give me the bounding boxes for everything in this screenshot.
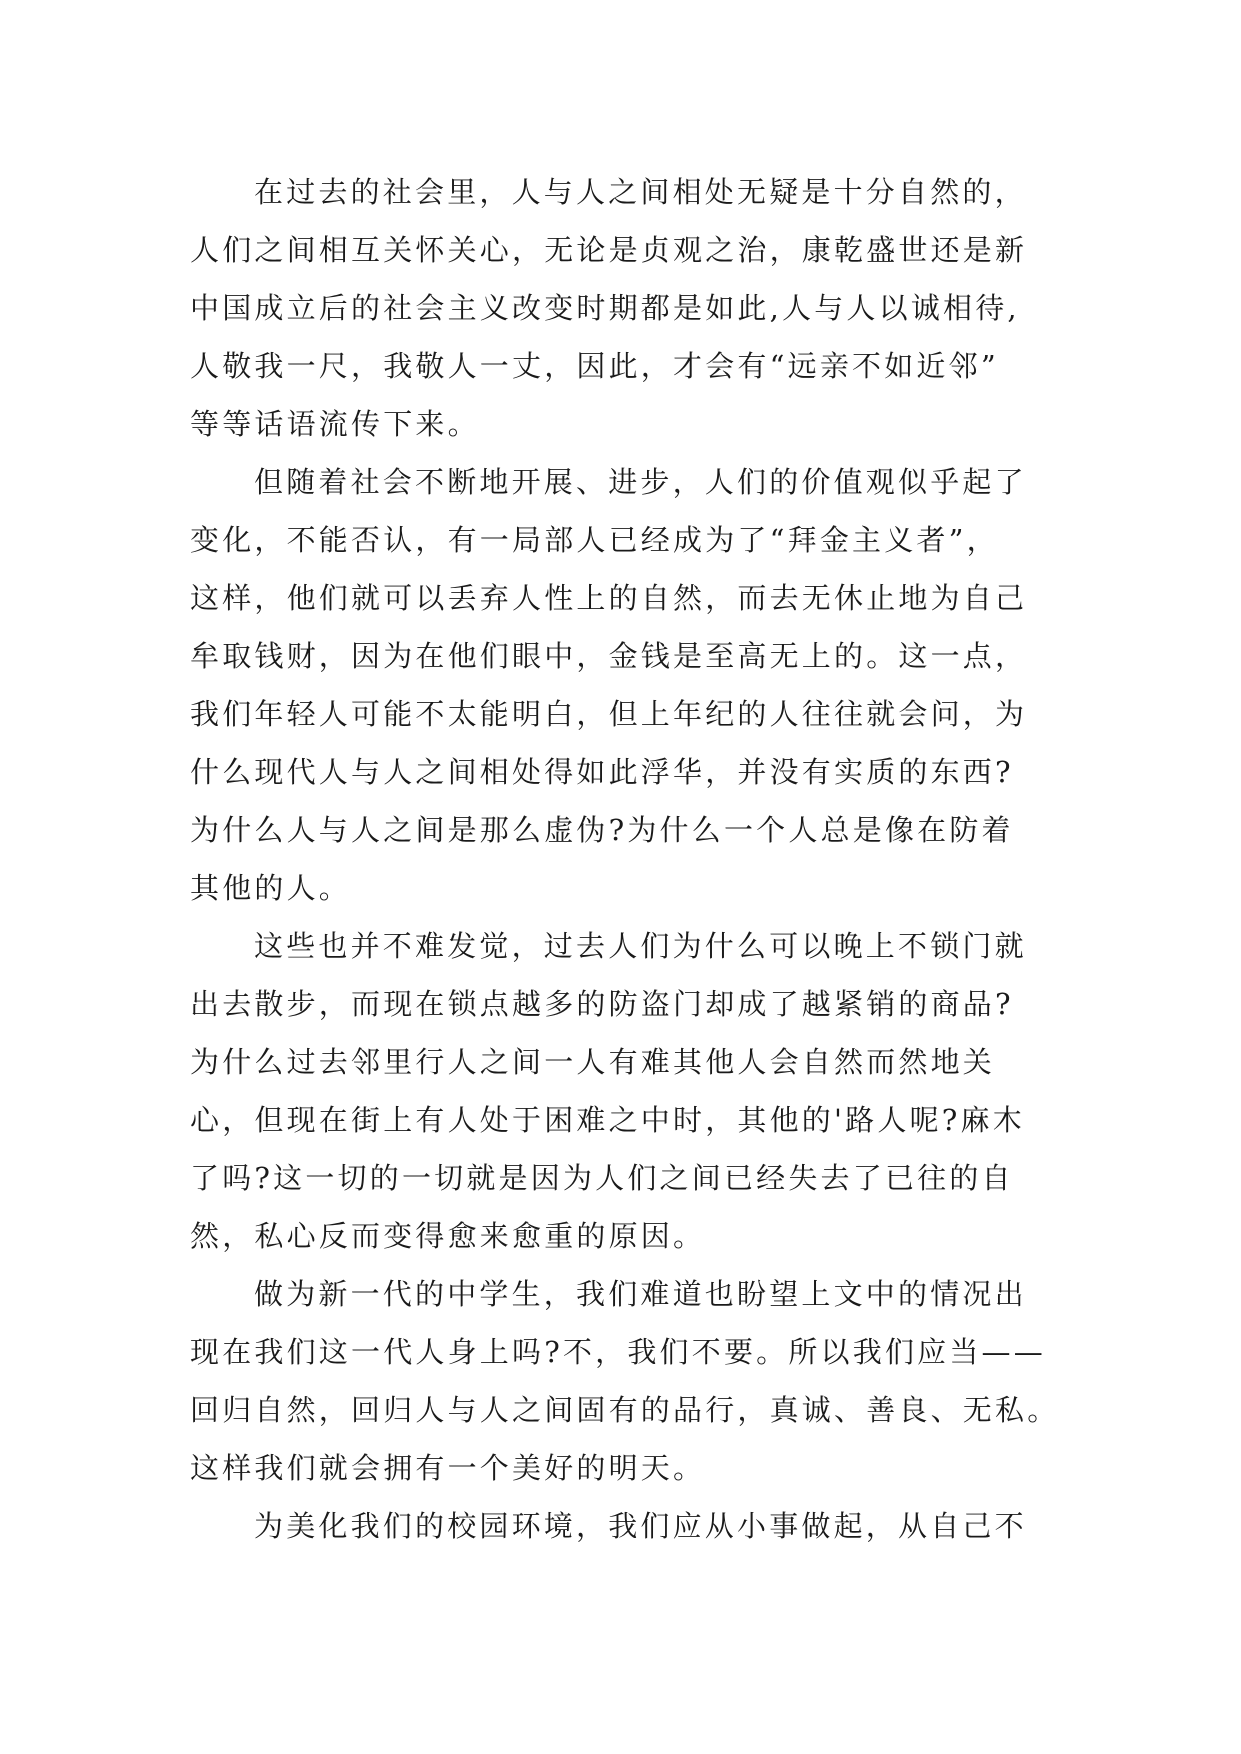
text-line: 人敬我一尺，我敬人一丈，因此，才会有“远亲不如近邻”: [190, 349, 999, 383]
text-line: 出去散步，而现在锁点越多的防盗门却成了越紧销的商品?: [190, 987, 1014, 1021]
text-line: 人们之间相互关怀关心，无论是贞观之治，康乾盛世还是新: [190, 233, 1028, 267]
paragraph-1: [190, 163, 1070, 453]
text-line: 我们年轻人可能不太能明白，但上年纪的人往往就会问，为: [190, 697, 1028, 731]
text-line: 然，私心反而变得愈来愈重的原因。: [190, 1219, 706, 1253]
text-line: 为美化我们的校园环境，我们应从小事做起，从自己不: [254, 1509, 1027, 1543]
text-line: 做为新一代的中学生，我们难道也盼望上文中的情况出: [254, 1277, 1027, 1311]
text-line: 其他的人。: [190, 871, 352, 905]
paragraph-4: [190, 1265, 1070, 1497]
paragraph-2: [190, 453, 1070, 917]
paragraph-3: [190, 917, 1070, 1265]
text-line: 什么现代人与人之间相处得如此浮华，并没有实质的东西?: [190, 755, 1014, 789]
text-line: 这样，他们就可以丢弃人性上的自然，而去无休止地为自己: [190, 581, 1028, 615]
text-line: 为什么过去邻里行人之间一人有难其他人会自然而然地关: [190, 1045, 996, 1079]
paragraph-5: [190, 1497, 1070, 1555]
text-line: 但随着社会不断地开展、进步，人们的价值观似乎起了: [254, 465, 1027, 499]
text-line: 为什么人与人之间是那么虚伪?为什么一个人总是像在防着: [190, 813, 1014, 847]
text-line: 等等话语流传下来。: [190, 407, 480, 441]
text-line: 了吗?这一切的一切就是因为人们之间已经失去了已往的自: [190, 1161, 1014, 1195]
text-line: 心，但现在街上有人处于困难之中时，其他的'路人呢?麻木: [190, 1103, 1025, 1137]
text-line: 变化，不能否认，有一局部人已经成为了“拜金主义者”，: [190, 523, 999, 557]
text-line: 回归自然，回归人与人之间固有的品行，真诚、善良、无私。: [190, 1393, 1060, 1427]
document-body: [190, 163, 1070, 1555]
text-line: 现在我们这一代人身上吗?不，我们不要。所以我们应当——: [190, 1335, 1046, 1369]
text-line: 这样我们就会拥有一个美好的明天。: [190, 1451, 706, 1485]
text-line: 牟取钱财，因为在他们眼中，金钱是至高无上的。这一点，: [190, 639, 1028, 673]
text-line: 中国成立后的社会主义改变时期都是如此,人与人以诚相待,: [190, 291, 1020, 325]
text-line: 这些也并不难发觉，过去人们为什么可以晚上不锁门就: [254, 929, 1027, 963]
text-line: 在过去的社会里，人与人之间相处无疑是十分自然的，: [254, 175, 1027, 209]
